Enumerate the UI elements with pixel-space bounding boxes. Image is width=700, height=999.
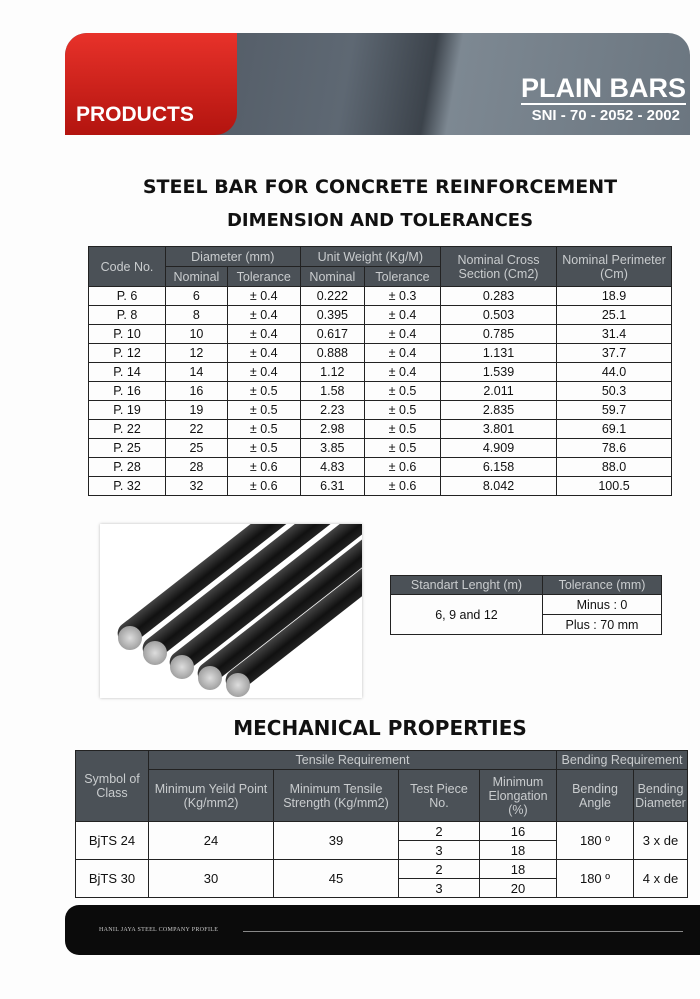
table-cell: P. 8 xyxy=(89,306,166,325)
table-cell: 2.835 xyxy=(441,401,557,420)
table-cell: 0.395 xyxy=(300,306,364,325)
dimension-table xyxy=(88,246,672,496)
table-cell: 18.9 xyxy=(557,287,672,306)
table-row xyxy=(89,363,672,382)
elongation-cell: 18 xyxy=(480,841,557,860)
table-cell: P. 22 xyxy=(89,420,166,439)
table-cell: ± 0.4 xyxy=(227,325,300,344)
table-cell: 1.58 xyxy=(300,382,364,401)
table-cell: ± 0.3 xyxy=(365,287,441,306)
table-row xyxy=(89,344,672,363)
table-cell: 4.909 xyxy=(441,439,557,458)
table-cell: 2.98 xyxy=(300,420,364,439)
table-cell: 12 xyxy=(166,344,228,363)
header-symbol: Symbol of Class xyxy=(76,751,149,822)
table-cell: P. 19 xyxy=(89,401,166,420)
product-title: PLAIN BARS xyxy=(520,73,686,103)
header-tolerance: Tolerance (mm) xyxy=(542,576,661,595)
header-code: Code No. xyxy=(89,247,166,287)
header-elongation: Minimum Elongation (%) xyxy=(480,770,557,822)
header-yield: Minimum Yeild Point (Kg/mm2) xyxy=(149,770,274,822)
table-cell: ± 0.6 xyxy=(227,477,300,496)
strength-cell: 45 xyxy=(274,860,399,898)
table-cell: P. 14 xyxy=(89,363,166,382)
table-cell: 6 xyxy=(166,287,228,306)
table-cell: 50.3 xyxy=(557,382,672,401)
table-cell: 25 xyxy=(166,439,228,458)
diameter-cell: 4 x de xyxy=(634,860,688,898)
table-cell: P. 12 xyxy=(89,344,166,363)
table-row xyxy=(89,477,672,496)
table-cell: ± 0.5 xyxy=(227,439,300,458)
page-subtitle: DIMENSION AND TOLERANCES xyxy=(226,210,534,231)
table-cell: P. 25 xyxy=(89,439,166,458)
table-cell: ± 0.4 xyxy=(227,287,300,306)
header-tensile: Tensile Requirement xyxy=(149,751,557,770)
table-cell: P. 16 xyxy=(89,382,166,401)
table-row xyxy=(89,382,672,401)
table-cell: 0.222 xyxy=(300,287,364,306)
elongation-cell: 18 xyxy=(480,860,557,879)
table-cell: ± 0.5 xyxy=(365,420,441,439)
table-cell: P. 10 xyxy=(89,325,166,344)
header-test-piece: Test Piece No. xyxy=(399,770,480,822)
table-cell: 22 xyxy=(166,420,228,439)
table-cell: ± 0.5 xyxy=(365,382,441,401)
table-cell: 78.6 xyxy=(557,439,672,458)
table-cell: ± 0.4 xyxy=(227,306,300,325)
yield-cell: 24 xyxy=(149,822,274,860)
table-cell: 1.131 xyxy=(441,344,557,363)
table-cell: 100.5 xyxy=(557,477,672,496)
table-cell: 25.1 xyxy=(557,306,672,325)
test-piece-cell: 2 xyxy=(399,822,480,841)
table-cell: ± 0.4 xyxy=(365,344,441,363)
header-unit-weight: Unit Weight (Kg/M) xyxy=(300,247,440,267)
table-cell: ± 0.5 xyxy=(227,401,300,420)
angle-cell: 180 º xyxy=(557,860,634,898)
table-cell: 8.042 xyxy=(441,477,557,496)
standard-code: SNI - 70 - 2052 - 2002 xyxy=(531,107,680,124)
table-cell: 6.158 xyxy=(441,458,557,477)
footer-band xyxy=(65,905,700,955)
table-cell: 2.011 xyxy=(441,382,557,401)
table-row xyxy=(89,458,672,477)
table-cell: 31.4 xyxy=(557,325,672,344)
table-row xyxy=(76,860,688,879)
footer-rule xyxy=(243,931,683,932)
header-length: Standart Lenght (m) xyxy=(391,576,543,595)
footer-text: HANIL JAYA STEEL COMPANY PROFILE xyxy=(99,927,219,933)
table-cell: 1.12 xyxy=(300,363,364,382)
table-cell: 14 xyxy=(166,363,228,382)
table-cell: 37.7 xyxy=(557,344,672,363)
table-cell: 2.23 xyxy=(300,401,364,420)
table-cell: ± 0.4 xyxy=(365,306,441,325)
table-cell: 19 xyxy=(166,401,228,420)
table-cell: 0.503 xyxy=(441,306,557,325)
table-cell: P. 28 xyxy=(89,458,166,477)
page-title: STEEL BAR FOR CONCRETE REINFORCEMENT xyxy=(142,176,618,198)
diameter-cell: 3 x de xyxy=(634,822,688,860)
table-cell: ± 0.6 xyxy=(365,477,441,496)
table-cell: ± 0.5 xyxy=(227,382,300,401)
table-row xyxy=(89,306,672,325)
table-cell: 1.539 xyxy=(441,363,557,382)
table-cell: 3.85 xyxy=(300,439,364,458)
table-cell: ± 0.4 xyxy=(365,325,441,344)
mechanical-title: MECHANICAL PROPERTIES xyxy=(233,716,527,740)
table-row xyxy=(89,287,672,306)
table-cell: 69.1 xyxy=(557,420,672,439)
table-cell: 8 xyxy=(166,306,228,325)
table-row xyxy=(89,420,672,439)
table-cell: 0.888 xyxy=(300,344,364,363)
table-cell: 6.31 xyxy=(300,477,364,496)
tolerance-minus: Minus : 0 xyxy=(542,595,661,615)
test-piece-cell: 3 xyxy=(399,841,480,860)
table-cell: ± 0.6 xyxy=(365,458,441,477)
strength-cell: 39 xyxy=(274,822,399,860)
table-cell: ± 0.5 xyxy=(227,420,300,439)
table-cell: ± 0.5 xyxy=(365,401,441,420)
header-diameter: Diameter (mm) xyxy=(166,247,301,267)
length-table xyxy=(390,575,662,635)
length-value: 6, 9 and 12 xyxy=(391,595,543,635)
table-cell: P. 32 xyxy=(89,477,166,496)
tolerance-plus: Plus : 70 mm xyxy=(542,615,661,635)
products-tab xyxy=(65,33,237,135)
table-cell: 3.801 xyxy=(441,420,557,439)
table-cell: ± 0.5 xyxy=(365,439,441,458)
table-cell: P. 6 xyxy=(89,287,166,306)
header-bending: Bending Requirement xyxy=(557,751,688,770)
table-cell: 59.7 xyxy=(557,401,672,420)
class-cell: BjTS 24 xyxy=(76,822,149,860)
table-cell: 0.617 xyxy=(300,325,364,344)
table-row xyxy=(89,401,672,420)
table-row xyxy=(76,822,688,841)
header-nominal: Nominal xyxy=(300,267,364,287)
table-cell: 32 xyxy=(166,477,228,496)
table-cell: 28 xyxy=(166,458,228,477)
header-banner xyxy=(65,33,690,135)
mechanical-table xyxy=(75,750,688,898)
table-cell: 4.83 xyxy=(300,458,364,477)
table-cell: ± 0.4 xyxy=(365,363,441,382)
table-cell: ± 0.4 xyxy=(227,344,300,363)
table-row xyxy=(89,439,672,458)
table-cell: 88.0 xyxy=(557,458,672,477)
header-bending-diameter: Bending Diameter xyxy=(634,770,688,822)
steel-bars-photo xyxy=(100,524,362,698)
class-cell: BjTS 30 xyxy=(76,860,149,898)
table-cell: 0.785 xyxy=(441,325,557,344)
table-cell: 10 xyxy=(166,325,228,344)
section-label: PRODUCTS xyxy=(76,103,194,126)
table-cell: ± 0.4 xyxy=(227,363,300,382)
table-cell: ± 0.6 xyxy=(227,458,300,477)
yield-cell: 30 xyxy=(149,860,274,898)
angle-cell: 180 º xyxy=(557,822,634,860)
header-perimeter: Nominal Perimeter (Cm) xyxy=(557,247,672,287)
table-cell: 44.0 xyxy=(557,363,672,382)
table-cell: 0.283 xyxy=(441,287,557,306)
elongation-cell: 20 xyxy=(480,879,557,898)
elongation-cell: 16 xyxy=(480,822,557,841)
header-nominal: Nominal xyxy=(166,267,228,287)
header-tolerance: Tolerance xyxy=(227,267,300,287)
header-bending-angle: Bending Angle xyxy=(557,770,634,822)
table-row xyxy=(89,325,672,344)
test-piece-cell: 3 xyxy=(399,879,480,898)
table-cell: 16 xyxy=(166,382,228,401)
header-tolerance: Tolerance xyxy=(365,267,441,287)
test-piece-cell: 2 xyxy=(399,860,480,879)
header-cross-section: Nominal Cross Section (Cm2) xyxy=(441,247,557,287)
header-strength: Minimum Tensile Strength (Kg/mm2) xyxy=(274,770,399,822)
